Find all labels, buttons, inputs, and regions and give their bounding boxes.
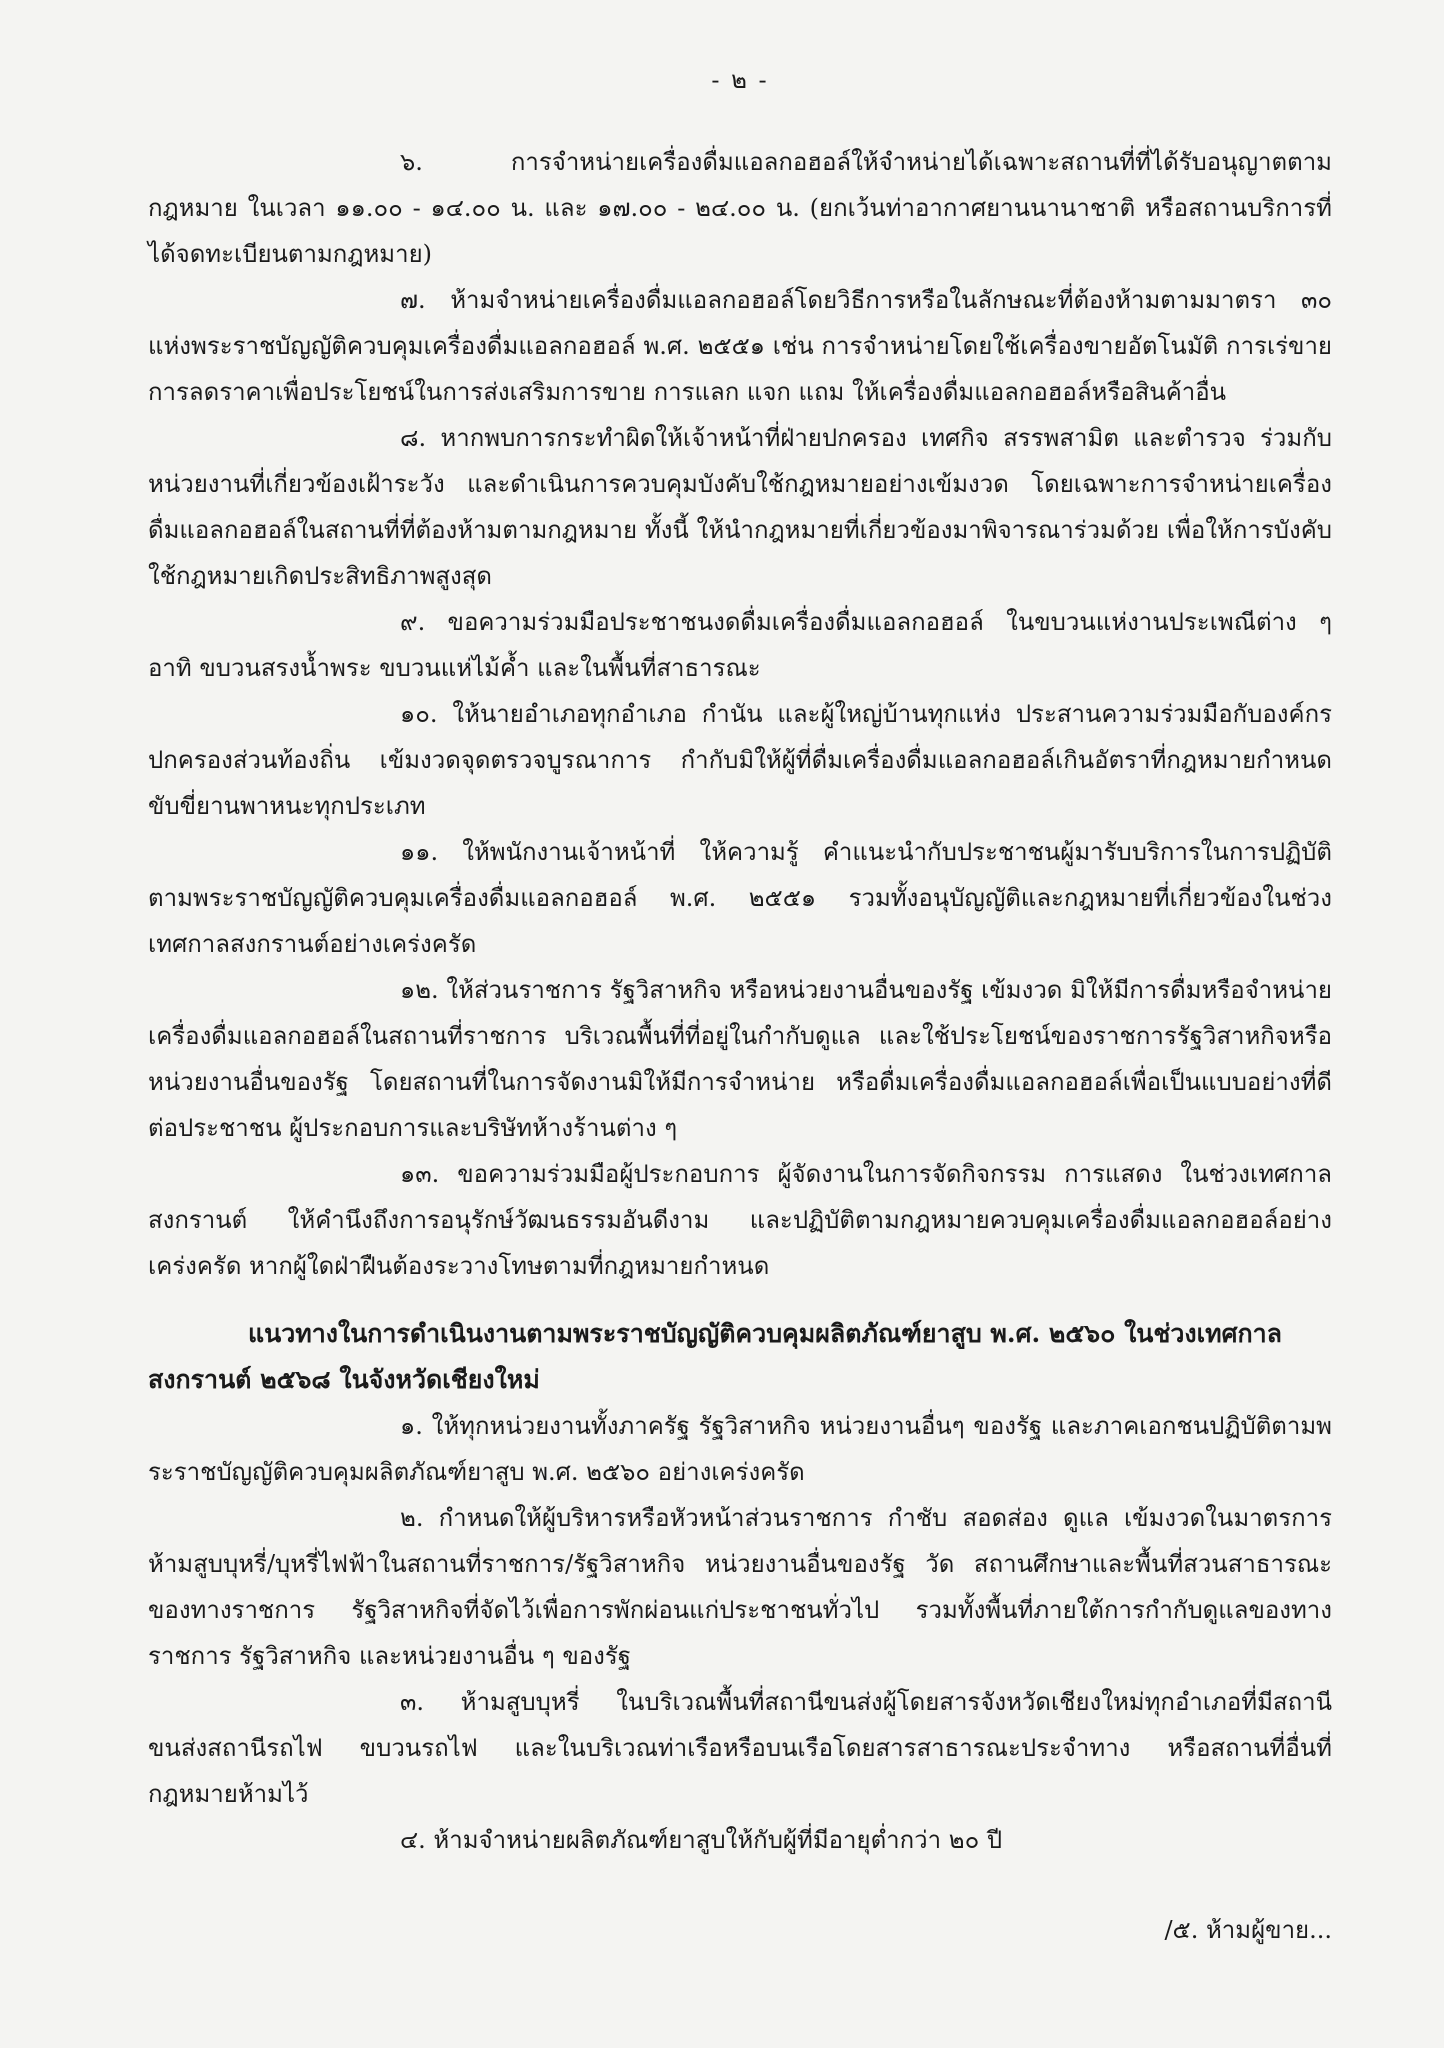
- paragraph-item-9: ๙. ขอความร่วมมือประชาชนงดดื่มเครื่องดื่มแอลกอฮอล์ ในขบวนแห่งานประเพณีต่าง ๆ อาทิ ขบวนสรงน้ำพระ ขบวนแห่ไม้ค้ำ และในพื้นที่สาธารณะ: [148, 608, 1332, 682]
- alcohol-section: [148, 139, 1332, 1289]
- paragraph-item-12: ๑๒. ให้ส่วนราชการ รัฐวิสาหกิจ หรือหน่วยงานอื่นของรัฐ เข้มงวด มิให้มีการดื่มหรือจำหน่ายเครื่องดื่มแอลกอฮอล์ในสถานที่ราชการ บริเวณพื้นที่ที่อยู่ในกำกับดูแล และใช้ประโยชน์ของราชการรัฐวิสาหกิจหรือหน่วยงานอื่นของรัฐ โดยสถานที่ในการจัดงานมิให้มีการจำหน่าย หรือดื่มเครื่องดื่มแอลกอฮอล์เพื่อเป็นแบบอย่างที่ดีต่อประชาชน ผู้ประกอบการและบริษัทห้างร้านต่าง ๆ: [148, 976, 1332, 1142]
- paragraph-item-10: ๑๐. ให้นายอำเภอทุกอำเภอ กำนัน และผู้ใหญ่บ้านทุกแห่ง ประสานความร่วมมือกับองค์กรปกครองส่วนท้องถิ่น เข้มงวดจุดตรวจบูรณาการ กำกับมิให้ผู้ที่ดื่มเครื่องดื่มแอลกอฮอล์เกินอัตราที่กฎหมายกำหนดขับขี่ยานพาหนะทุกประเภท: [148, 700, 1332, 820]
- continuation-note: /๕. ห้ามผู้ขาย...: [1164, 1916, 1332, 1944]
- tobacco-item-2: ๒. กำหนดให้ผู้บริหารหรือหัวหน้าส่วนราชการ กำชับ สอดส่อง ดูแล เข้มงวดในมาตรการห้ามสูบบุหรี่/บุหรี่ไฟฟ้าในสถานที่ราชการ/รัฐวิสาหกิจ หน่วยงานอื่นของรัฐ วัด สถานศึกษาและพื้นที่สวนสาธารณะของทางราชการ รัฐวิสาหกิจที่จัดไว้เพื่อการพักผ่อนแก่ประชาชนทั่วไป รวมทั้งพื้นที่ภายใต้การกำกับดูแลของทางราชการ รัฐวิสาหกิจ และหน่วยงานอื่น ๆ ของรัฐ: [148, 1504, 1332, 1670]
- paragraph-item-13: ๑๓. ขอความร่วมมือผู้ประกอบการ ผู้จัดงานในการจัดกิจกรรม การแสดง ในช่วงเทศกาลสงกรานต์ ให้คำนึงถึงการอนุรักษ์วัฒนธรรมอันดีงาม และปฏิบัติตามกฎหมายควบคุมเครื่องดื่มแอลกอฮอล์อย่างเคร่งครัด หากผู้ใดฝ่าฝืนต้องระวางโทษตามที่กฎหมายกำหนด: [148, 1160, 1332, 1280]
- page-number: - ๒ -: [711, 66, 769, 94]
- tobacco-item-1: ๑. ให้ทุกหน่วยงานทั้งภาครัฐ รัฐวิสาหกิจ หน่วยงานอื่นๆ ของรัฐ และภาคเอกชนปฏิบัติตามพระราชบัญญัติควบคุมผลิตภัณฑ์ยาสูบ พ.ศ. ๒๕๖๐ อย่างเคร่งครัด: [148, 1412, 1332, 1486]
- tobacco-item-3: ๓. ห้ามสูบบุหรี่ ในบริเวณพื้นที่สถานีขนส่งผู้โดยสารจังหวัดเชียงใหม่ทุกอำเภอที่มีสถานีขนส่งสถานีรถไฟ ขบวนรถไฟ และในบริเวณท่าเรือหรือบนเรือโดยสารสาธารณะประจำทาง หรือสถานที่อื่นที่กฎหมายห้ามไว้: [148, 1688, 1332, 1808]
- paragraph-item-7: ๗. ห้ามจำหน่ายเครื่องดื่มแอลกอฮอล์โดยวิธีการหรือในลักษณะที่ต้องห้ามตามมาตรา ๓๐ แห่งพระราชบัญญัติควบคุมเครื่องดื่มแอลกอฮอล์ พ.ศ. ๒๕๕๑ เช่น การจำหน่ายโดยใช้เครื่องขายอัตโนมัติ การเร่ขาย การลดราคาเพื่อประโยชน์ในการส่งเสริมการขาย การแลก แจก แถม ให้เครื่องดื่มแอลกอฮอล์หรือสินค้าอื่น: [148, 286, 1332, 406]
- tobacco-section: [148, 1403, 1332, 1863]
- tobacco-item-4: ๔. ห้ามจำหน่ายผลิตภัณฑ์ยาสูบให้กับผู้ที่มีอายุต่ำกว่า ๒๐ ปี: [400, 1826, 1003, 1854]
- tobacco-section-heading: แนวทางในการดำเนินงานตามพระราชบัญญัติควบคุมผลิตภัณฑ์ยาสูบ พ.ศ. ๒๕๖๐ ในช่วงเทศกาลสงกรานต์ ๒๕๖๘ ในจังหวัดเชียงใหม่: [148, 1319, 1282, 1394]
- paragraph-item-11: ๑๑. ให้พนักงานเจ้าหน้าที่ ให้ความรู้ คำแนะนำกับประชาชนผู้มารับบริการในการปฏิบัติตามพระราชบัญญัติควบคุมเครื่องดื่มแอลกอฮอล์ พ.ศ. ๒๕๕๑ รวมทั้งอนุบัญญัติและกฎหมายที่เกี่ยวข้องในช่วงเทศกาลสงกรานต์อย่างเคร่งครัด: [148, 838, 1332, 958]
- paragraph-item-6: ๖. การจำหน่ายเครื่องดื่มแอลกอฮอล์ให้จำหน่ายได้เฉพาะสถานที่ที่ได้รับอนุญาตตามกฎหมาย ในเวลา ๑๑.๐๐ - ๑๔.๐๐ น. และ ๑๗.๐๐ - ๒๔.๐๐ น. (ยกเว้นท่าอากาศยานนานาชาติ หรือสถานบริการที่ได้จดทะเบียนตามกฎหมาย): [148, 148, 1332, 268]
- paragraph-item-8: ๘. หากพบการกระทำผิดให้เจ้าหน้าที่ฝ่ายปกครอง เทศกิจ สรรพสามิต และตำรวจ ร่วมกับหน่วยงานที่เกี่ยวข้องเฝ้าระวัง และดำเนินการควบคุมบังคับใช้กฎหมายอย่างเข้มงวด โดยเฉพาะการจำหน่ายเครื่องดื่มแอลกอฮอล์ในสถานที่ที่ต้องห้ามตามกฎหมาย ทั้งนี้ ให้นำกฎหมายที่เกี่ยวข้องมาพิจารณาร่วมด้วย เพื่อให้การบังคับใช้กฎหมายเกิดประสิทธิภาพสูงสุด: [148, 424, 1332, 590]
